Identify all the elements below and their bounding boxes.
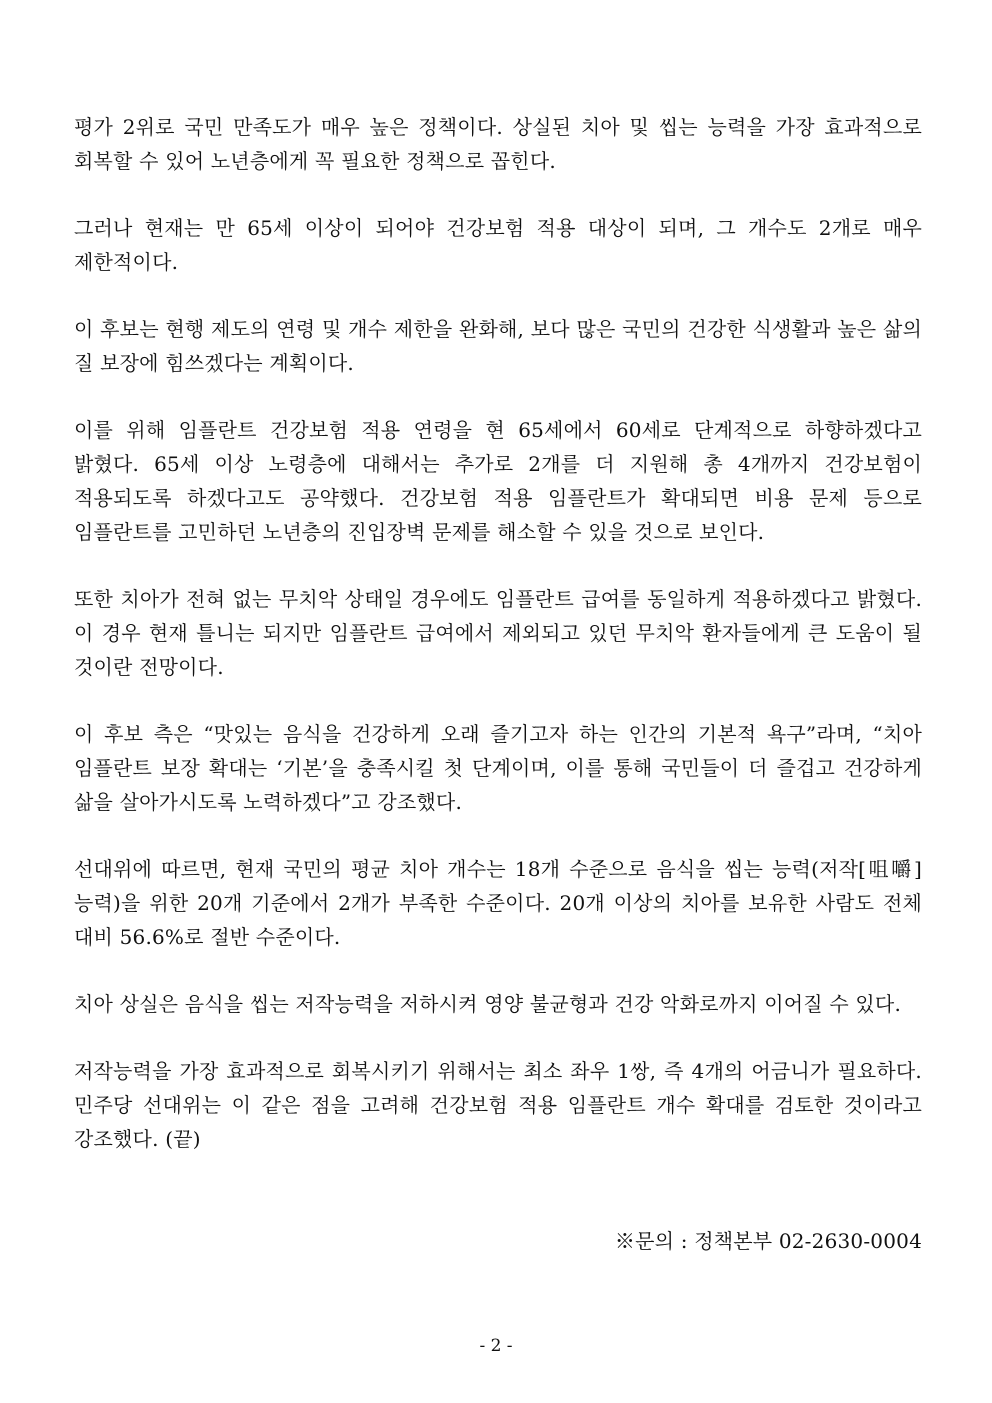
paragraph-age-ranking: 평가 2위로 국민 만족도가 매우 높은 정책이다. 상실된 치아 및 씹는 능력을 가장 효과적으로 회복할 수 있어 노년층에게 꼭 필요한 정책으로 꼽힌다. — [74, 115, 922, 173]
paragraph-plan: 이 후보는 현행 제도의 연령 및 개수 제한을 완화해, 보다 많은 국민의 건강한 식생활과 높은 삶의 질 보장에 힘쓰겠다는 계획이다. — [74, 317, 922, 375]
paragraph-age-lowering: 이를 위해 임플란트 건강보험 적용 연령을 현 65세에서 60세로 단계적으로 하향하겠다고 밝혔다. 65세 이상 노령층에 대해서는 추가로 2개를 더 지원해 총 4개까지 건강보험이 적용되도록 하겠다고도 공약했다. 건강보험 적용 임플란트가 확대되면 비용 문제 등으로 임플란트를 고민하던 노년층의 진입장벽 문제를 해소할 수 있을 것으로 보인다. — [74, 418, 922, 544]
paragraph-edentulous: 또한 치아가 전혀 없는 무치악 상태일 경우에도 임플란트 급여를 동일하게 적용하겠다고 밝혔다. 이 경우 현재 틀니는 되지만 임플란트 급여에서 제외되고 있던 무치악 환자들에게 큰 도움이 될 것이란 전망이다. — [74, 587, 922, 679]
paragraph-current-limit: 그러나 현재는 만 65세 이상이 되어야 건강보험 적용 대상이 되며, 그 개수도 2개로 매우 제한적이다. — [74, 216, 922, 274]
document-body — [74, 110, 922, 1189]
paragraph-statistics: 선대위에 따르면, 현재 국민의 평균 치아 개수는 18개 수준으로 음식을 씹는 능력(저작[咀嚼] 능력)을 위한 20개 기준에서 2개가 부족한 수준이다. 20개 이상의 치아를 보유한 사람도 전체 대비 56.6%로 절반 수준이다. — [74, 857, 922, 949]
contact-info: ※문의 : 정책본부 02-2630-0004 — [614, 1229, 922, 1253]
page-number: - 2 - — [479, 1336, 513, 1356]
paragraph-tooth-loss: 치아 상실은 음식을 씹는 저작능력을 저하시켜 영양 불균형과 건강 악화로까지 이어질 수 있다. — [74, 992, 902, 1016]
paragraph-quote: 이 후보 측은 “맛있는 음식을 건강하게 오래 즐기고자 하는 인간의 기본적 욕구”라며, “치아 임플란트 보장 확대는 ‘기본’을 충족시킬 첫 단계이며, 이를 통해 국민들이 더 즐겁고 건강하게 삶을 살아가시도록 노력하겠다”고 강조했다. — [74, 722, 922, 814]
paragraph-conclusion: 저작능력을 가장 효과적으로 회복시키기 위해서는 최소 좌우 1쌍, 즉 4개의 어금니가 필요하다. 민주당 선대위는 이 같은 점을 고려해 건강보험 적용 임플란트 개수 확대를 검토한 것이라고 강조했다. (끝) — [74, 1059, 922, 1151]
